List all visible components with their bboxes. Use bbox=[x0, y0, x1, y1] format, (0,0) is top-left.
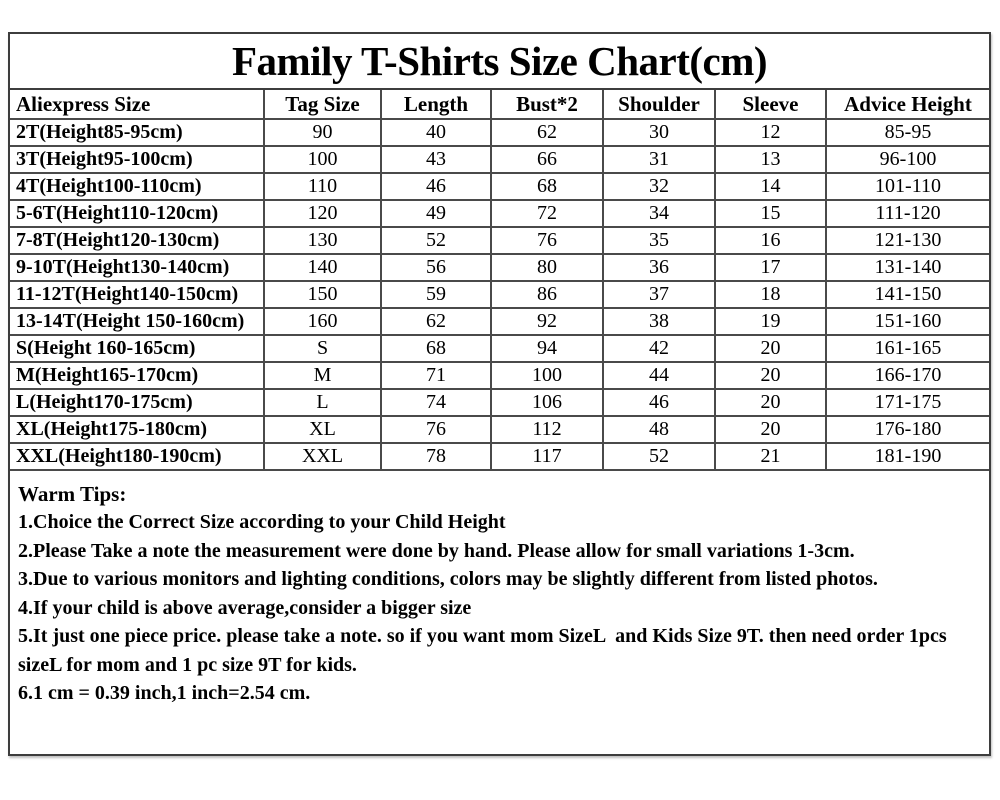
measurement-cell: 20 bbox=[715, 416, 826, 443]
warm-tips-section bbox=[10, 471, 989, 708]
measurement-cell: 31 bbox=[603, 146, 715, 173]
size-table bbox=[10, 90, 989, 471]
table-row bbox=[10, 200, 989, 227]
measurement-cell: 16 bbox=[715, 227, 826, 254]
column-header-tag-size: Tag Size bbox=[264, 90, 381, 119]
table-row bbox=[10, 227, 989, 254]
table-row bbox=[10, 335, 989, 362]
measurement-cell: 44 bbox=[603, 362, 715, 389]
measurement-cell: 52 bbox=[381, 227, 491, 254]
table-row bbox=[10, 119, 989, 146]
column-header-length: Length bbox=[381, 90, 491, 119]
table-row bbox=[10, 443, 989, 470]
measurement-cell: 141-150 bbox=[826, 281, 989, 308]
tip-line: 3.Due to various monitors and lighting conditions, colors may be slightly different from listed photos. bbox=[18, 568, 878, 590]
size-table-body bbox=[10, 119, 989, 470]
measurement-cell: 161-165 bbox=[826, 335, 989, 362]
measurement-cell: 166-170 bbox=[826, 362, 989, 389]
size-chart-sheet bbox=[8, 32, 991, 756]
size-label-cell: 5-6T(Height110-120cm) bbox=[10, 200, 264, 227]
measurement-cell: 92 bbox=[491, 308, 603, 335]
tip-line: 1.Choice the Correct Size according to your Child Height bbox=[18, 511, 506, 533]
measurement-cell: 86 bbox=[491, 281, 603, 308]
measurement-cell: 62 bbox=[491, 119, 603, 146]
size-label-cell: 13-14T(Height 150-160cm) bbox=[10, 308, 264, 335]
measurement-cell: 76 bbox=[381, 416, 491, 443]
measurement-cell: 49 bbox=[381, 200, 491, 227]
size-label-cell: S(Height 160-165cm) bbox=[10, 335, 264, 362]
measurement-cell: 160 bbox=[264, 308, 381, 335]
measurement-cell: 17 bbox=[715, 254, 826, 281]
measurement-cell: 150 bbox=[264, 281, 381, 308]
size-label-cell: 3T(Height95-100cm) bbox=[10, 146, 264, 173]
table-row bbox=[10, 389, 989, 416]
measurement-cell: 130 bbox=[264, 227, 381, 254]
size-label-cell: L(Height170-175cm) bbox=[10, 389, 264, 416]
measurement-cell: 101-110 bbox=[826, 173, 989, 200]
measurement-cell: 36 bbox=[603, 254, 715, 281]
measurement-cell: 48 bbox=[603, 416, 715, 443]
measurement-cell: 19 bbox=[715, 308, 826, 335]
measurement-cell: 121-130 bbox=[826, 227, 989, 254]
measurement-cell: 74 bbox=[381, 389, 491, 416]
measurement-cell: 112 bbox=[491, 416, 603, 443]
size-label-cell: XXL(Height180-190cm) bbox=[10, 443, 264, 470]
measurement-cell: S bbox=[264, 335, 381, 362]
size-label-cell: XL(Height175-180cm) bbox=[10, 416, 264, 443]
size-label-cell: 4T(Height100-110cm) bbox=[10, 173, 264, 200]
measurement-cell: 72 bbox=[491, 200, 603, 227]
table-row bbox=[10, 308, 989, 335]
size-label-cell: M(Height165-170cm) bbox=[10, 362, 264, 389]
measurement-cell: 40 bbox=[381, 119, 491, 146]
measurement-cell: 181-190 bbox=[826, 443, 989, 470]
page-title: Family T-Shirts Size Chart(cm) bbox=[10, 34, 989, 90]
measurement-cell: 131-140 bbox=[826, 254, 989, 281]
measurement-cell: 80 bbox=[491, 254, 603, 281]
measurement-cell: 12 bbox=[715, 119, 826, 146]
measurement-cell: 100 bbox=[491, 362, 603, 389]
measurement-cell: 15 bbox=[715, 200, 826, 227]
column-header-sleeve: Sleeve bbox=[715, 90, 826, 119]
tip-line: 4.If your child is above average,consider a bigger size bbox=[18, 596, 472, 619]
measurement-cell: 176-180 bbox=[826, 416, 989, 443]
measurement-cell: 106 bbox=[491, 389, 603, 416]
column-header-aliexpress-size: Aliexpress Size bbox=[10, 90, 264, 119]
measurement-cell: 37 bbox=[603, 281, 715, 308]
measurement-cell: 85-95 bbox=[826, 119, 989, 146]
measurement-cell: 43 bbox=[381, 146, 491, 173]
measurement-cell: 32 bbox=[603, 173, 715, 200]
measurement-cell: 52 bbox=[603, 443, 715, 470]
measurement-cell: L bbox=[264, 389, 381, 416]
measurement-cell: 14 bbox=[715, 173, 826, 200]
measurement-cell: 35 bbox=[603, 227, 715, 254]
measurement-cell: 13 bbox=[715, 146, 826, 173]
measurement-cell: 46 bbox=[381, 173, 491, 200]
size-label-cell: 9-10T(Height130-140cm) bbox=[10, 254, 264, 281]
measurement-cell: 94 bbox=[491, 335, 603, 362]
measurement-cell: 20 bbox=[715, 362, 826, 389]
tip-line: 5.It just one piece price. please take a note. so if you want mom SizeL and Kids Size 9T. then need order 1pcs bbox=[18, 625, 947, 647]
measurement-cell: 171-175 bbox=[826, 389, 989, 416]
measurement-cell: XXL bbox=[264, 443, 381, 470]
measurement-cell: 110 bbox=[264, 173, 381, 200]
measurement-cell: 68 bbox=[491, 173, 603, 200]
table-row bbox=[10, 362, 989, 389]
measurement-cell: 111-120 bbox=[826, 200, 989, 227]
size-label-cell: 2T(Height85-95cm) bbox=[10, 119, 264, 146]
tip-line: 6.1 cm = 0.39 inch,1 inch=2.54 cm. bbox=[18, 682, 311, 704]
measurement-cell: 59 bbox=[381, 281, 491, 308]
measurement-cell: 18 bbox=[715, 281, 826, 308]
measurement-cell: 20 bbox=[715, 335, 826, 362]
measurement-cell: 30 bbox=[603, 119, 715, 146]
tip-line: sizeL for mom and 1 pc size 9T for kids. bbox=[18, 653, 357, 676]
measurement-cell: XL bbox=[264, 416, 381, 443]
size-table-header bbox=[10, 90, 989, 119]
measurement-cell: 21 bbox=[715, 443, 826, 470]
measurement-cell: 96-100 bbox=[826, 146, 989, 173]
measurement-cell: 90 bbox=[264, 119, 381, 146]
table-row bbox=[10, 281, 989, 308]
measurement-cell: 20 bbox=[715, 389, 826, 416]
measurement-cell: 140 bbox=[264, 254, 381, 281]
measurement-cell: 78 bbox=[381, 443, 491, 470]
measurement-cell: M bbox=[264, 362, 381, 389]
size-label-cell: 7-8T(Height120-130cm) bbox=[10, 227, 264, 254]
warm-tips-lines bbox=[18, 508, 981, 708]
measurement-cell: 71 bbox=[381, 362, 491, 389]
measurement-cell: 66 bbox=[491, 146, 603, 173]
measurement-cell: 42 bbox=[603, 335, 715, 362]
measurement-cell: 46 bbox=[603, 389, 715, 416]
size-label-cell: 11-12T(Height140-150cm) bbox=[10, 281, 264, 308]
measurement-cell: 38 bbox=[603, 308, 715, 335]
measurement-cell: 117 bbox=[491, 443, 603, 470]
table-row bbox=[10, 173, 989, 200]
table-row bbox=[10, 416, 989, 443]
measurement-cell: 151-160 bbox=[826, 308, 989, 335]
column-header-bust-2: Bust*2 bbox=[491, 90, 603, 119]
measurement-cell: 68 bbox=[381, 335, 491, 362]
column-header-shoulder: Shoulder bbox=[603, 90, 715, 119]
measurement-cell: 76 bbox=[491, 227, 603, 254]
measurement-cell: 62 bbox=[381, 308, 491, 335]
column-header-advice-height: Advice Height bbox=[826, 90, 989, 119]
measurement-cell: 100 bbox=[264, 146, 381, 173]
measurement-cell: 34 bbox=[603, 200, 715, 227]
tip-line: 2.Please Take a note the measurement were done by hand. Please allow for small variations 1-3cm. bbox=[18, 539, 855, 562]
measurement-cell: 120 bbox=[264, 200, 381, 227]
header-row bbox=[10, 90, 989, 119]
table-row bbox=[10, 146, 989, 173]
table-row bbox=[10, 254, 989, 281]
measurement-cell: 56 bbox=[381, 254, 491, 281]
warm-tips-heading: Warm Tips: bbox=[18, 482, 127, 506]
